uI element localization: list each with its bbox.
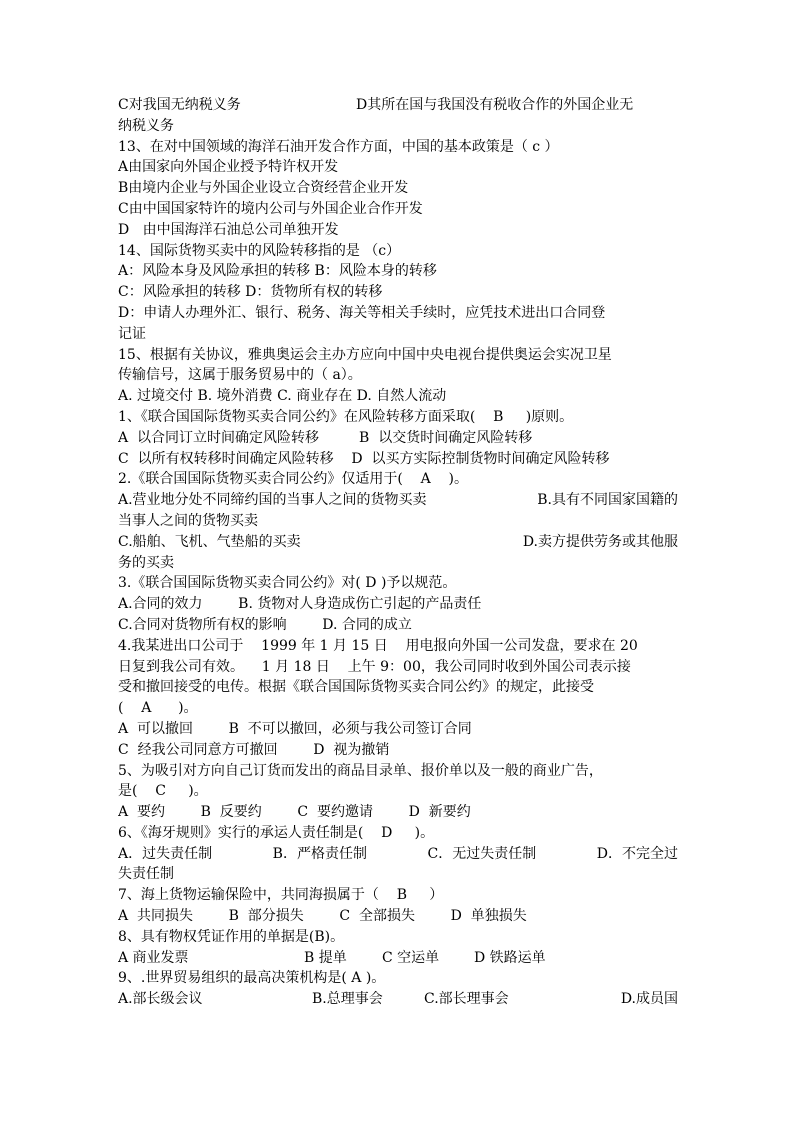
question-8: 8、具有物权凭证作用的单据是(B)。 (118, 928, 345, 945)
option-c: C 空运单 (382, 949, 440, 966)
question-5: 5、为吸引对方向自己订货而发出的商品目录单、报价单以及一般的商业广告， (118, 762, 603, 779)
text-line: 失责任制 (118, 866, 174, 883)
option-a: A．过失责任制 (118, 845, 213, 862)
question-1: 1、《联合国国际货物买卖合同公约》在风险转移方面采取( B )原则。 (118, 408, 574, 425)
question-3: 3.《联合国国际货物买卖合同公约》对( D )予以规范。 (118, 575, 457, 592)
option-a: A.部长级会议 (118, 991, 203, 1008)
question-9: 9、.世界贸易组织的最高决策机构是( A )。 (118, 970, 386, 987)
text-line: 务的买卖 (118, 554, 174, 571)
option-d: D．不完全过 (596, 845, 678, 862)
text-line: D 由中国海洋石油总公司单独开发 (118, 221, 339, 238)
text-line: 记证 (118, 325, 146, 342)
text-line: 传输信号，这属于服务贸易中的（ a）。 (118, 367, 362, 384)
question-4: 4.我某进出口公司于 1999 年 1 月 15 日 用电报向外国一公司发盘，要求在 20 (118, 637, 638, 654)
option-b: B．严格责任制 (272, 845, 367, 862)
option-a: A 商业发票 (118, 949, 189, 966)
option-c: C.部长理事会 (424, 991, 509, 1008)
option-c: C．无过失责任制 (427, 845, 537, 862)
text-line: A.合同的效力 B. 货物对人身造成伤亡引起的产品责任 (118, 596, 482, 613)
text-line: ( A )。 (118, 700, 198, 717)
text-line: C 经我公司同意方可撤回 D 视为撤销 (118, 741, 390, 758)
question-13: 13、在对中国领域的海洋石油开发合作方面，中国的基本政策是（ c ） (118, 138, 559, 155)
text-line (118, 948, 678, 969)
document-body (118, 95, 678, 1010)
text-line: A：风险本身及风险承担的转移 B：风险本身的转移 (118, 263, 437, 280)
text-line: C 以所有权转移时间确定风险转移 D 以买方实际控制货物时间确定风险转移 (118, 450, 610, 467)
text-line (118, 989, 678, 1010)
text-line: A. 过境交付 B. 境外消费 C. 商业存在 D. 自然人流动 (118, 388, 447, 405)
text-line: B由境内企业与外国企业设立合资经营企业开发 (118, 180, 409, 197)
text-line: A 以合同订立时间确定风险转移 B 以交货时间确定风险转移 (118, 429, 533, 446)
question-6: 6、《海牙规则》实行的承运人责任制是( D )。 (118, 824, 435, 841)
text-line: C.合同对货物所有权的影响 D. 合同的成立 (118, 616, 412, 633)
question-2: 2.《联合国国际货物买卖合同公约》仅适用于( A )。 (118, 471, 468, 488)
option-b: B.具有不同国家国籍的 (537, 492, 678, 509)
option-b: B.总理事会 (312, 991, 383, 1008)
text-line (118, 532, 678, 553)
question-14: 14、国际货物买卖中的风险转移指的是 （c） (118, 242, 401, 259)
text-line (118, 844, 678, 865)
option-d: D.成员国 (620, 991, 678, 1008)
text-line: 当事人之间的货物买卖 (118, 512, 258, 529)
text-line: D：申请人办理外汇、银行、税务、海关等相关手续时，应凭技术进出口合同登 (118, 304, 606, 321)
text-line (118, 490, 678, 511)
text-line: 日复到我公司有效。 1 月 18 日 上午 9：00，我公司同时收到外国公司表示接 (118, 658, 631, 675)
question-15: 15、根据有关协议，雅典奥运会主办方应向中国中央电视台提供奥运会实况卫星 (118, 346, 612, 363)
text-line: C：风险承担的转移 D：货物所有权的转移 (118, 284, 383, 301)
text-line: 是( C )。 (118, 783, 208, 800)
option-b: B 提单 (304, 949, 347, 966)
text-line: A 可以撤回 B 不可以撤回，必须与我公司签订合同 (118, 720, 472, 737)
text-line: C由中国国家特许的境内公司与外国企业合作开发 (118, 200, 423, 217)
question-7: 7、海上货物运输保险中，共同海损属于（ B ） (118, 887, 444, 904)
text-line: 受和撤回接受的电传。根据《联合国国际货物买卖合同公约》的规定，此接受 (118, 679, 594, 696)
option-c: C对我国无纳税义务 (118, 97, 241, 113)
option-c: C.船舶、飞机、气垫船的买卖 (118, 533, 301, 550)
text-line: 纳税义务 (118, 117, 174, 134)
option-a: A.营业地分处不同缔约国的当事人之间的货物买卖 (118, 492, 427, 509)
option-d: D 铁路运单 (474, 949, 546, 966)
option-d: D.卖方提供劳务或其他服 (522, 533, 678, 550)
text-line: A由国家向外国企业授予特许权开发 (118, 159, 339, 176)
option-d: D其所在国与我国没有税收合作的外国企业无 (356, 97, 634, 113)
text-line: A 要约 B 反要约 C 要约邀请 D 新要约 (118, 804, 471, 821)
text-line: A 共同损失 B 部分损失 C 全部损失 D 单独损失 (118, 908, 527, 925)
text-line (118, 95, 678, 116)
